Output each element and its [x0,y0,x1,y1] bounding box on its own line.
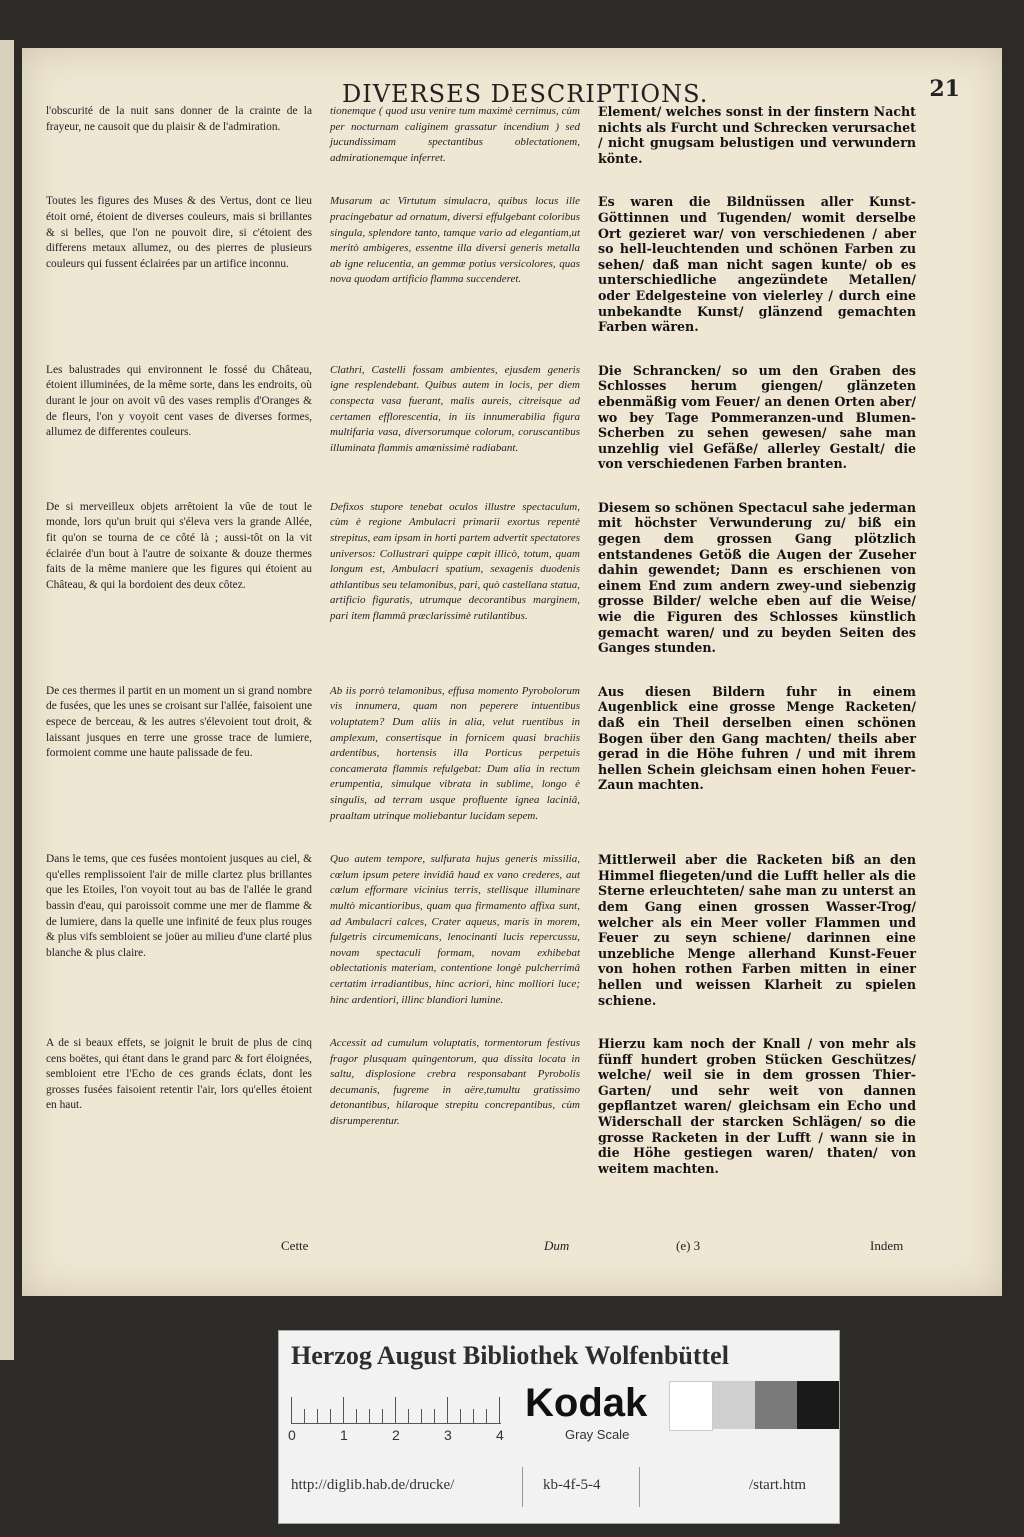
french-paragraph: Les balustrades qui environnent le fossé du Château, étoient illuminées, de la même sorte, dans les endroits, où durant le jour on avoit vû des vases remplis d'Oranges & de fleurs, l'on y voyoit cent vases de diverses formes, allumez de differentes couleurs. [46,363,312,439]
french-paragraph: De ces thermes il partit en un moment un si grand nombre de fusées, que les unes se croisant sur l'allée, faisoient une espece de berceau, & les autres s'élevoient tout droit, & laissant jusques en terre une grosse trace de lumiere, formoient comme une haute palissade de feu. [46,684,312,760]
kodak-logo: Kodak [525,1381,648,1425]
color-target-card [278,1330,840,1524]
german-paragraph: Diesem so schönen Spectacul sahe jederman mit höchster Verwunderung zu/ biß ein gegen dem grossen Gang plötzlich entstandenes Getöß die Augen der Zuseher dahin gewendet; Dann es erschienen von einem End zum andern zwey-und siebenzig grosse Bilder/ welche eben auf die Weise/ wie die Figuren des Schlosses künstlich gemacht waren/ und zu beyden Seiten des Ganges stunden. [598,499,916,656]
ruler-scale [291,1383,501,1424]
url-suffix: /start.htm [749,1477,807,1493]
latin-paragraph: Quo autem tempore, sulfurata hujus generis missilia, cœlum ipsum petere invidiâ haud ex vano crederes, aut cœlum efformare vicinius terris, stellisque illuminare multò micantioribus, quam qua firmamento affixa sunt, ad Ambulacri calces, Crater aqueus, maris in morem, fulgetris circumemicans, lenocinanti lucis repercussu, novam spectaculi formam, novam exhibebat oblectationis materiam, contentione longè pulcherrimâ certatim irradiantibus, hinc acriori, hinc molliori luce; hinc ardentiori, illinc blandiori lumine. [330,853,580,1006]
ruler-number: 2 [392,1427,400,1443]
german-paragraph: Element/ welches sonst in der finstern Nacht nichts als Furcht und Schrecken verursachet / nicht gnugsam belustigen und verwundern könte. [598,104,916,166]
german-paragraph: Die Schrancken/ so um den Graben des Schlosses herum giengen/ glänzeten ebenmäßig vom Feuer/ an denen Orten aber/ wo bey Tage Pommeranzen-und Blumen-Scherben zu sehen gewesen/ sahe man unzehlig viel Gefäße/ allerley Gestalt/ die von verschiedenen Farben branten. [598,362,916,472]
gray-swatch [669,1381,713,1431]
ruler-number: 0 [288,1427,296,1443]
running-header: DIVERSES DESCRIPTIONS. [342,80,709,108]
divider [639,1467,640,1507]
latin-paragraph: Defixos stupore tenebat oculos illustre spectaculum, cùm è regione Ambulacri primarii exortus repentè strepitus, eam ipsam in horti partem advertit spectatores universos: Collustrari quippe cœpit illicò, totum, quam longum est, Ambulacri spatium, sexagenis duodenis athlantibus seu telamonibus, pari, quò castellana statua, artificio figuratis, utrumque decorantibus marginem, pari item flammâ præclarissimè rutilantibus. [330,500,580,623]
adjacent-page-edge [0,40,14,1360]
catchword-french: Cette [281,1238,309,1253]
book-page [22,48,1002,1296]
text-row [46,852,986,1008]
text-row [46,194,986,334]
ruler-number: 1 [340,1427,348,1443]
french-paragraph: A de si beaux effets, se joignit le bruit de plus de cinq cens boëtes, qui étant dans le grand parc & fort éloignées, sembloient etre l'Echo de ces grands éclats, dont les grosses fusées faisoient retentir l'air, lors qu'elles étoient en haut. [46,1037,312,1112]
text-row [46,684,986,824]
catchword-german: Indem [870,1238,904,1253]
latin-paragraph: Ab iis porrò telamonibus, effusa momento Pyrobolorum vis innumera, quam non peperere intuentibus voluptatem? Dum aliis in alia, velut ruentibus in amplexum, consertisque in fornicem quasi brachiis ardentibus, hortensis illa Porticus perpetuis concamerata flammis refulgebat: Dum alia in rectum erumpentia, simulque vibrata in sublime, longo è singulis, ad terram usque profluente ignea laciniâ, praaltam utrinque moliebantur lucidam sepem. [330,684,580,822]
text-row [46,363,986,472]
latin-paragraph: Accessit ad cumulum voluptatis, tormentorum festivus fragor plusquam quingentorum, qua dissita locata in saltu, displosione crebra responsabant Pyrobolis decumanis, fugreme in aëre,tumultu gratissimo detonantibus, hilaroque strepitu concrepantibus, cùm disrumperentur. [330,1037,580,1128]
signature-mark: (e) 3 [676,1238,701,1253]
text-columns [46,104,986,1204]
german-paragraph: Es waren die Bildnüssen aller Kunst-Göttinnen und Tugenden/ womit derselbe Ort gezieret war/ von verschiedenen / aber so hell-leuchtenden und schönen Farben zu sehen/ daß man nicht sagen kunte/ ob es unterschiedliche angezündete Metallen/ oder Edelgesteine von vielerley / durch eine unbekandte Kunst/ glänzend gemachten Farben wären. [598,194,916,335]
french-paragraph: Dans le tems, que ces fusées montoient jusques au ciel, & qu'elles remplissoient l'air de mille clartez plus brillantes que les Etoiles, l'on voyoit tout au bas de l'allée le grand bassin d'eau, qui paroissoit comme une mer de flamme & de lumiere, dans la quelle une infinité de feux plus rouges & plus vifs sembloient se joüer au milieu d'une clarté plus blanche & plus claire. [46,853,312,959]
gray-swatch [797,1381,839,1429]
french-paragraph: Toutes les figures des Muses & des Vertus, dont ce lieu étoit orné, étoient de diverses couleurs, mais si brillantes & si belles, que l'on ne pouvoit dire, si c'étoient des differens metaux allumez, ou des pierres de plusieurs couleurs qui fussent éclairées par un artifice inconnu. [46,195,312,270]
page-number: 21 [929,76,960,102]
divider [522,1467,523,1507]
url-base: http://diglib.hab.de/drucke/ [291,1477,455,1493]
gray-swatch [755,1381,797,1429]
german-paragraph: Aus diesen Bildern fuhr in einem Augenblick eine grosse Menge Racketen/ daß ein Theil derselben einen schönen Bogen über den Gang machten/ theils aber gerad in die Höhe fuhren / und mit ihrem hellen Schein gleichsam einen hohen Feuer-Zaun machten. [598,683,916,793]
german-paragraph: Mittlerweil aber die Racketen biß an den Himmel fliegeten/und die Lufft heller als die Sterne erleuchteten/ sahe man zu unterst an dem Gang einen grossen Wasser-Trog/ welcher als ein Meer voller Flammen und Feuer zu seyn schiene/ darinnen eine unzebliche Menge allerhand Kunst-Feuer von hohen rothen Farben mitten in einer hellen und weissen Klarheit zu spielen schiene. [598,852,916,1008]
gray-swatch [713,1381,755,1429]
french-paragraph: l'obscurité de la nuit sans donner de la crainte de la frayeur, ne causoit que du plaisir & de l'admiration. [46,105,312,133]
latin-paragraph: Clathri, Castelli fossam ambientes, ejusdem generis igne resplendebant. Quibus autem in locis, per diem conspecta vasa fuerant, malis aureis, citreisque ad certamen efflorescentia, in iis innumerabilia figura multifaria vasa, diversorumque colorum, coruscantibus illuminata flammis amœnissimè radiabant. [330,363,580,454]
text-row [46,500,986,656]
ruler-number: 4 [496,1427,504,1443]
url-id: kb-4f-5-4 [543,1477,601,1493]
text-row [46,1036,986,1176]
latin-paragraph: tionemque ( quod usu venire tum maximè cernimus, cùm per nocturnam caliginem grassatur incendium ) sed jucundissimam spectantibus oblectationem, admirationemque inferret. [330,105,580,164]
german-paragraph: Hierzu kam noch der Knall / von mehr als fünff hundert groben Stücken Geschützes/ welche/ weil sie in dem grossen Thier-Garten/ und sehr weit von dannen gepflantzet waren/ gleichsam ein Echo und Widerschall der starcken Schlägen/ so die grosse Racketen in der Lufft / wann sie in die Höhe gestiegen waren/ thaten/ von weitem machten. [598,1036,916,1176]
text-row [46,104,986,166]
ruler-number: 3 [444,1427,452,1443]
latin-paragraph: Musarum ac Virtutum simulacra, quibus locus ille pracingebatur ad ornatum, diversi effulgebant coloribus singula, splendore tanto, tamque vario ad elegantiam,ut meritò ambigeres, essentne illa diversi generis metalla ab igne relucentia, an gemmæ potius versicolores, quas nova quodam artificio flamma succenderet. [330,195,580,286]
library-name: Herzog August Bibliothek Wolfenbüttel [291,1341,729,1370]
catchword-latin: Dum [544,1238,570,1253]
gray-scale-label: Gray Scale [565,1427,630,1442]
french-paragraph: De si merveilleux objets arrêtoient la vûe de tout le monde, lors qu'un bruit qui s'éleva vers la grande Allée, fit qu'on se tourna de ce côté là ; aussi-tôt on la vit éclairée d'un bout à l'autre de soixante & douze thermes faits de la même maniere que les figures qui étoient au Château, & qui la bordoient des deux côtez. [46,500,312,591]
